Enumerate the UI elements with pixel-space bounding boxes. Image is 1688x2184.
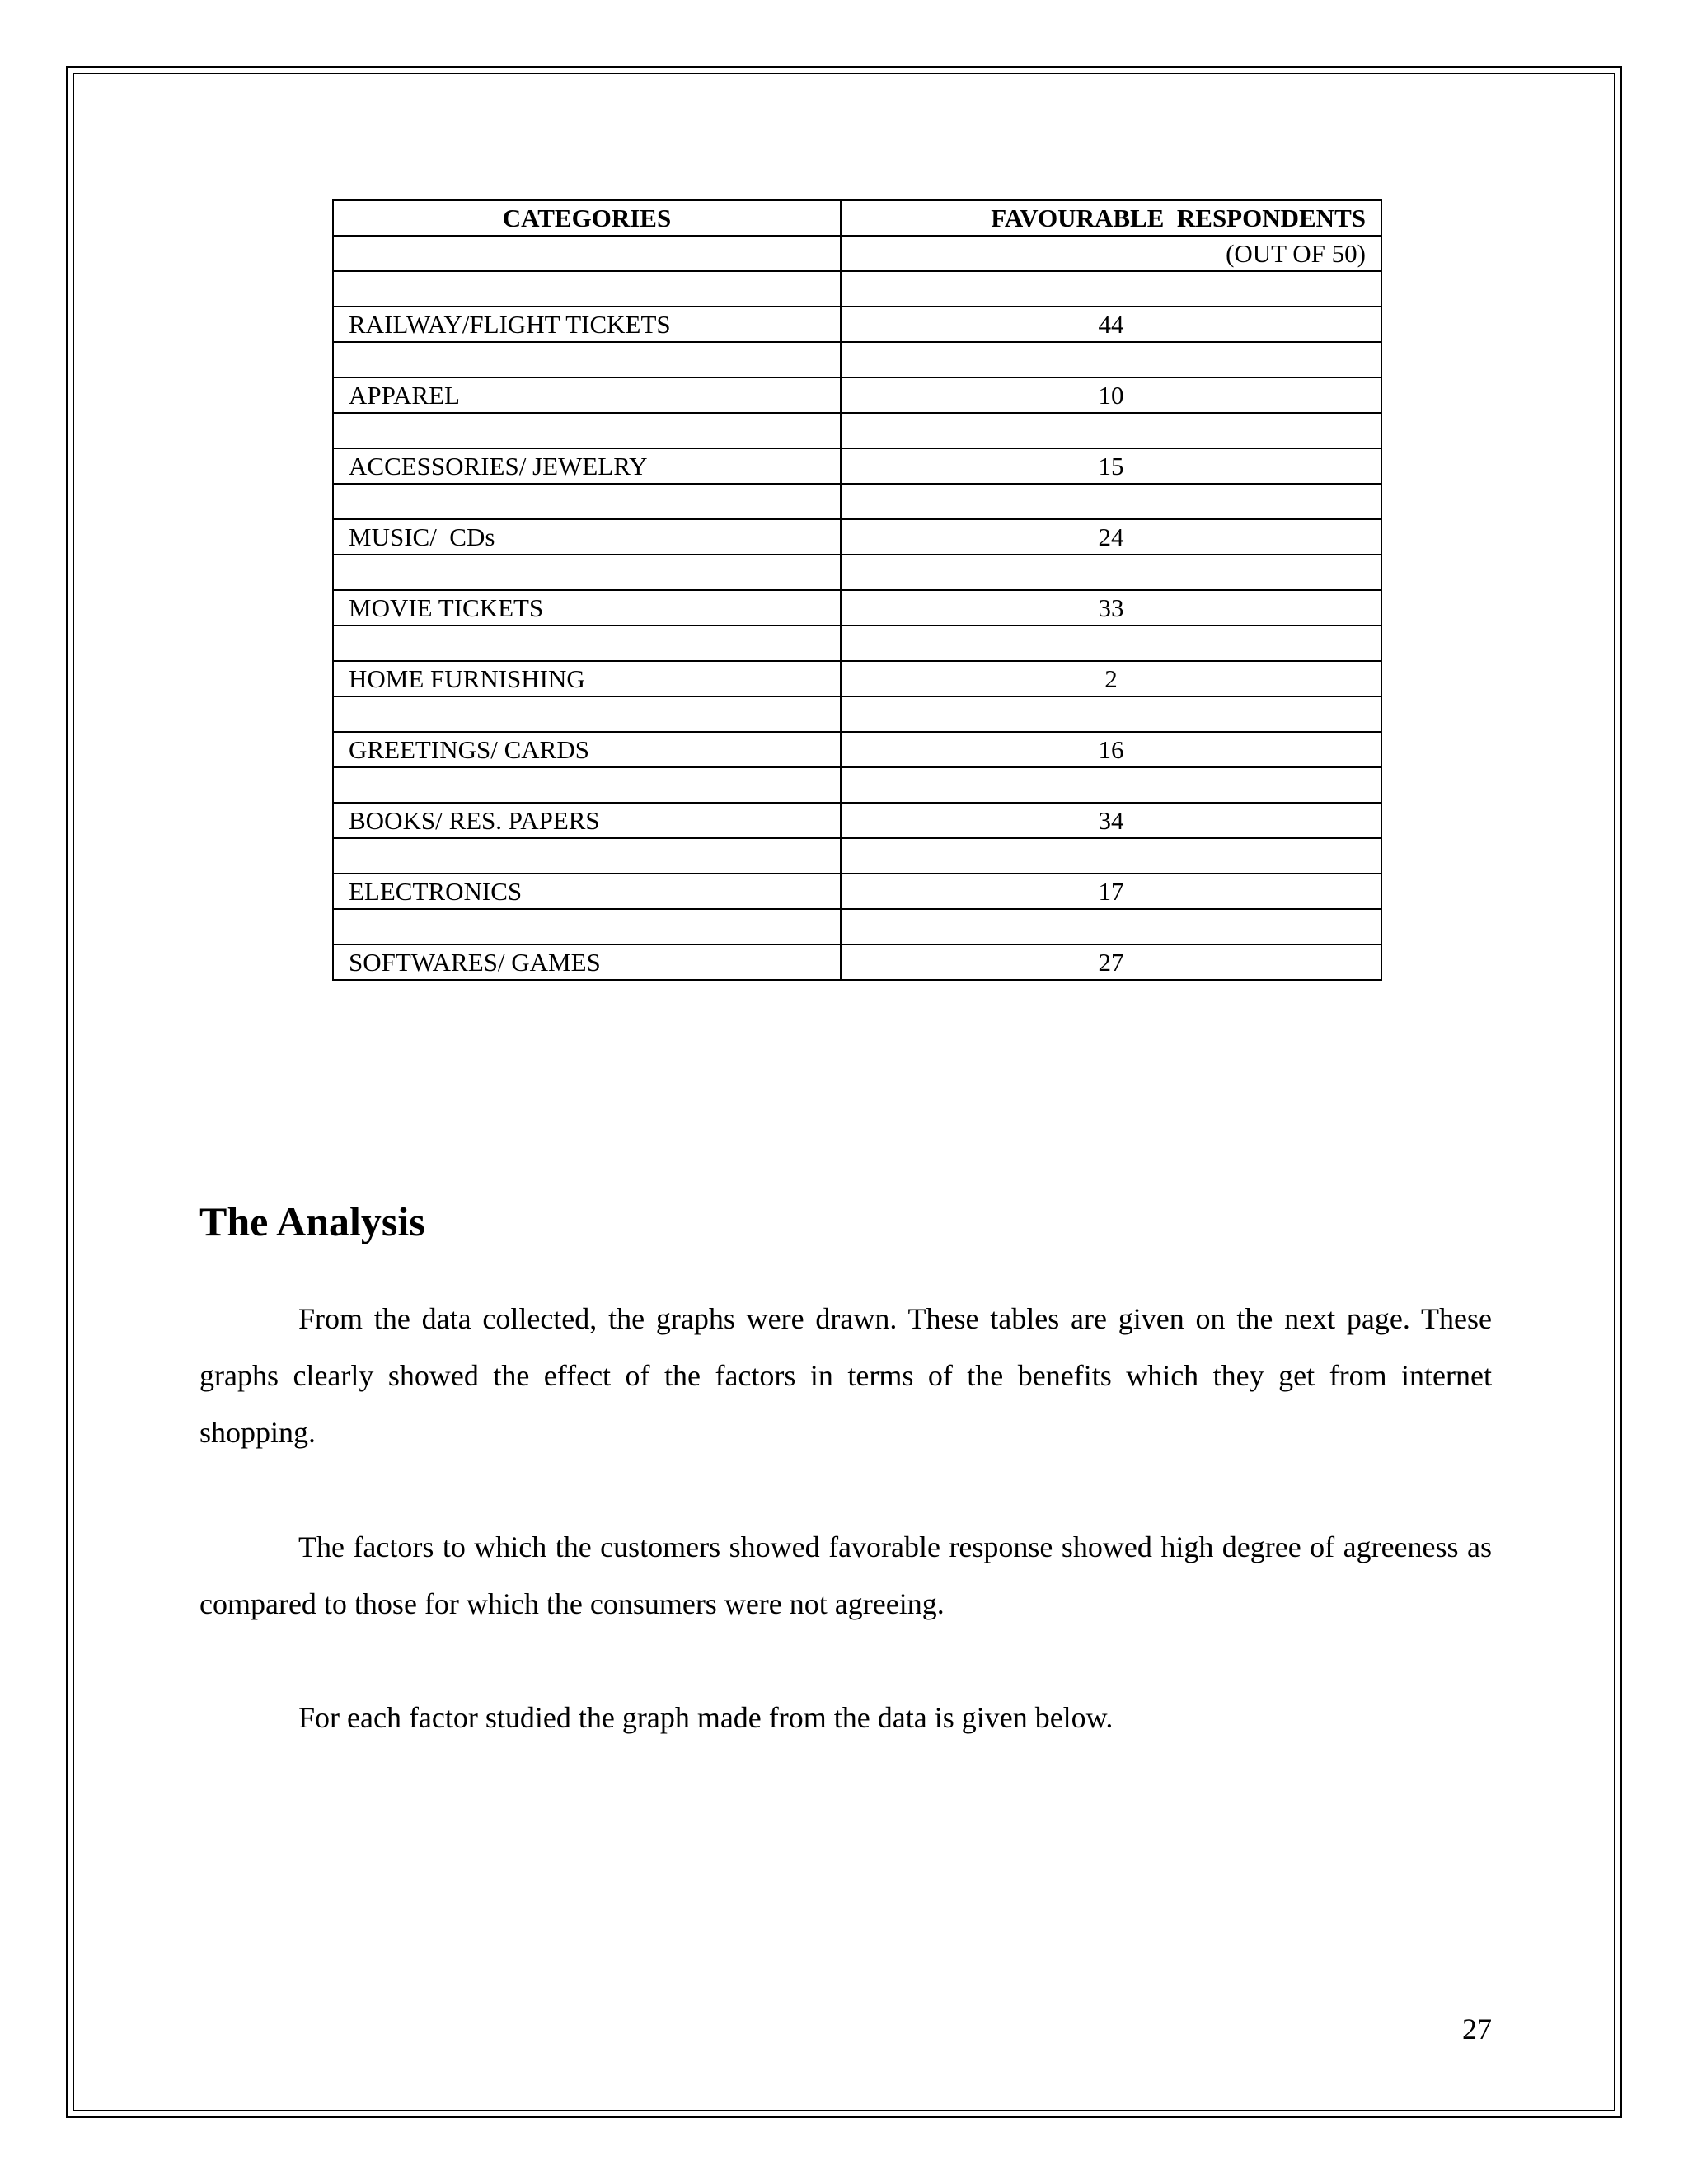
table-row [333, 448, 1381, 484]
table-spacer-row [333, 909, 1381, 944]
table-row [333, 944, 1381, 980]
table-spacer-row [333, 484, 1381, 519]
paragraph: From the data collected, the graphs were drawn. These tables are given on the next page. These graphs clearly showed the effect of the factors in terms of the benefits which they get from internet shopping. [199, 1302, 1492, 1449]
table-row [333, 661, 1381, 696]
value-cell: 15 [841, 448, 1381, 484]
value-cell: 33 [841, 590, 1381, 626]
header-favourable-respondents: FAVOURABLE RESPONDENTS [841, 200, 1381, 236]
table-row [333, 874, 1381, 909]
table-spacer-row [333, 696, 1381, 732]
value-cell: 2 [841, 661, 1381, 696]
value-cell: 27 [841, 944, 1381, 980]
table-spacer-row [333, 626, 1381, 661]
table-header-row [333, 200, 1381, 236]
table-cell-empty [333, 236, 841, 271]
table-spacer-row [333, 413, 1381, 448]
category-cell: MOVIE TICKETS [333, 590, 841, 626]
value-cell: 44 [841, 307, 1381, 342]
table-spacer-row [333, 342, 1381, 377]
table-row [333, 732, 1381, 767]
table-row [333, 307, 1381, 342]
header-out-of: (OUT OF 50) [841, 236, 1381, 271]
value-cell: 16 [841, 732, 1381, 767]
page-number: 27 [1462, 2013, 1492, 2046]
favourable-respondents-table [332, 199, 1382, 981]
table-row [333, 803, 1381, 838]
table-spacer-row [333, 271, 1381, 307]
category-cell: MUSIC/ CDs [333, 519, 841, 555]
category-cell: GREETINGS/ CARDS [333, 732, 841, 767]
table-subheader-row [333, 236, 1381, 271]
table-spacer-row [333, 838, 1381, 874]
value-cell: 34 [841, 803, 1381, 838]
table-spacer-row [333, 767, 1381, 803]
value-cell: 24 [841, 519, 1381, 555]
category-cell: BOOKS/ RES. PAPERS [333, 803, 841, 838]
category-cell: HOME FURNISHING [333, 661, 841, 696]
table-row [333, 519, 1381, 555]
category-cell: SOFTWARES/ GAMES [333, 944, 841, 980]
header-categories: CATEGORIES [333, 200, 841, 236]
value-cell: 17 [841, 874, 1381, 909]
category-cell: APPAREL [333, 377, 841, 413]
table-row [333, 590, 1381, 626]
paragraph: For each factor studied the graph made from the data is given below. [298, 1701, 1114, 1734]
table-row [333, 377, 1381, 413]
category-cell: RAILWAY/FLIGHT TICKETS [333, 307, 841, 342]
category-cell: ELECTRONICS [333, 874, 841, 909]
category-cell: ACCESSORIES/ JEWELRY [333, 448, 841, 484]
paragraph: The factors to which the customers showed favorable response showed high degree of agreeness as compared to those for which the consumers were not agreeing. [199, 1530, 1492, 1620]
table-spacer-row [333, 555, 1381, 590]
section-title: The Analysis [199, 1198, 425, 1244]
value-cell: 10 [841, 377, 1381, 413]
